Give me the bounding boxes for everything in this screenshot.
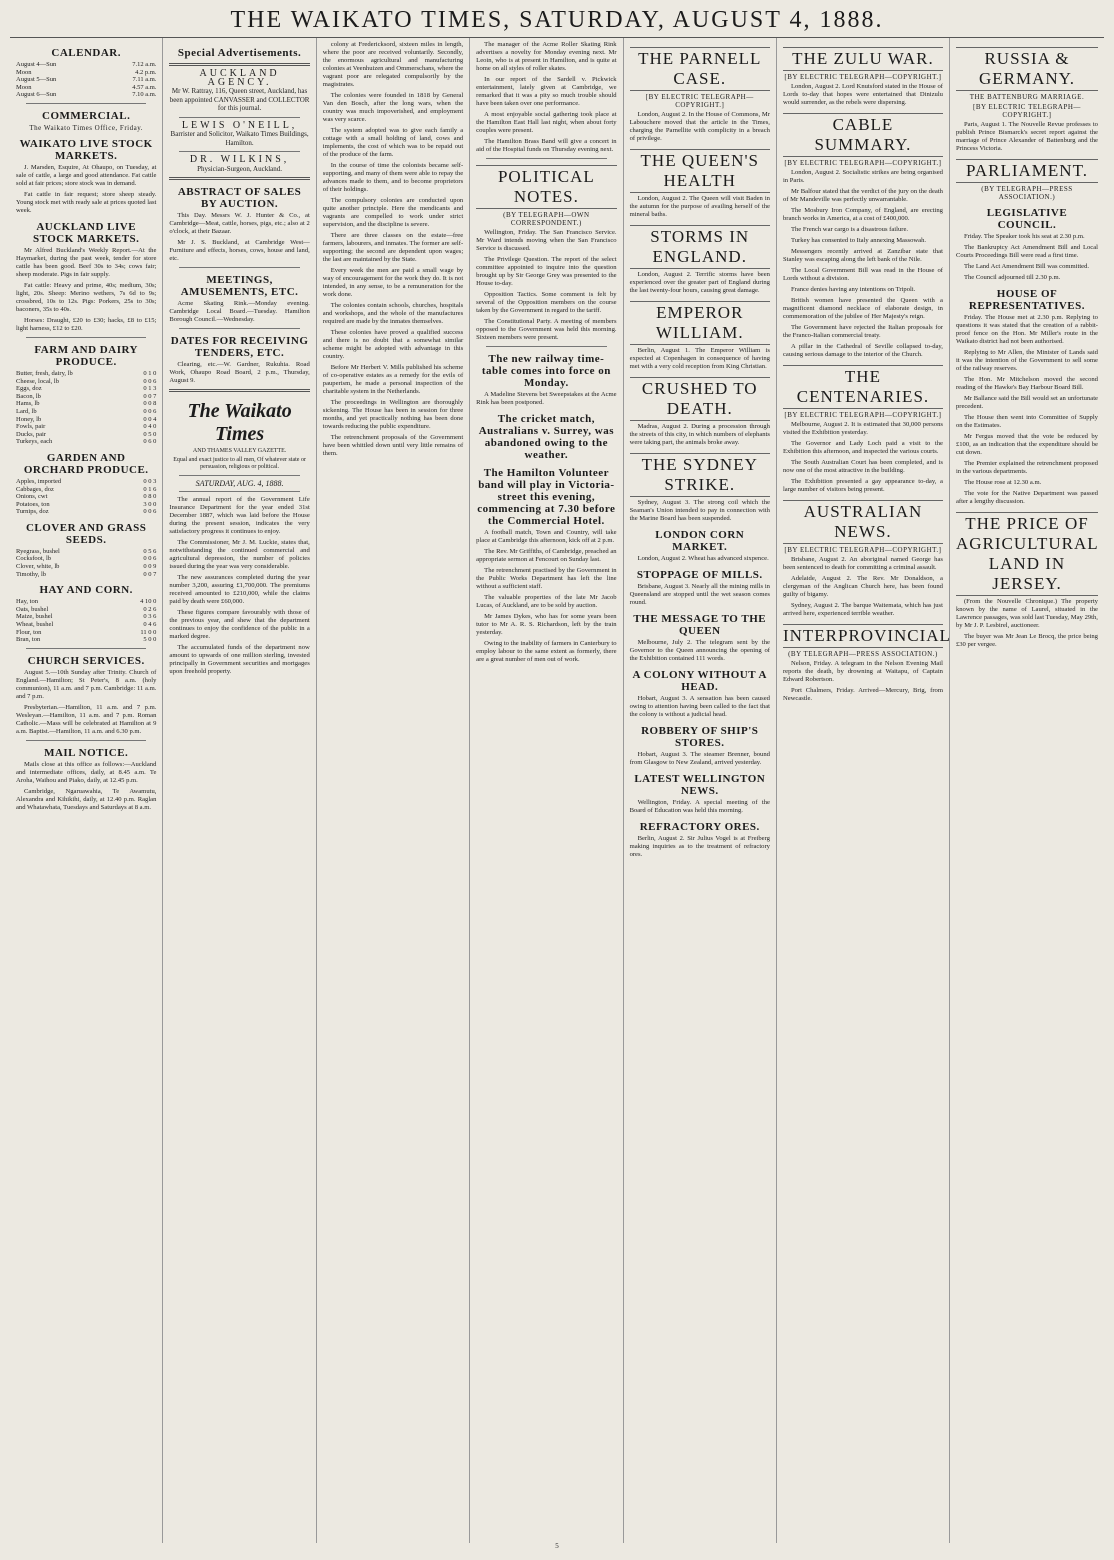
corn-heading: LONDON CORN MARKET.	[655, 529, 745, 553]
emperor-heading: EMPEROR WILLIAM.	[630, 301, 770, 345]
parnell-heading: THE PARNELL CASE.	[630, 47, 770, 91]
legislative-text: Friday. The Speaker took his seat at 2.30 p.m.	[963, 233, 1085, 240]
inter-heading: INTERPROVINCIAL	[783, 624, 943, 648]
political-text: Wellington, Friday. The San Francisco Service. Mr Ward intends moving when the San Francisco Service is discussed.	[476, 229, 617, 252]
masthead	[10, 5, 1104, 38]
hamilton-heading: The Hamilton Volunteer band will play in Victoria-street this evening, commencing at 7.30 before the Commercial Hotel.	[477, 467, 616, 527]
railway-heading: The new railway time-table comes into force on Monday.	[481, 353, 611, 389]
stock-heading: WAIKATO LIVE STOCK MARKETS.	[19, 137, 153, 162]
message-heading: THE MESSAGE TO THE QUEEN	[633, 613, 767, 637]
ads-heading: Special Advertisements.	[177, 47, 302, 59]
sales-heading: ABSTRACT OF SALES BY AUCTION.	[177, 186, 302, 210]
garden-prices: Apples, imported 0 0 3 Cabbages, doz 0 1 6 Onions, cwt 0 8 0 Potatoes, ton 3 0 0 Turnips, doz 0 0 6	[16, 477, 157, 516]
wellington-heading: LATEST WELLINGTON NEWS.	[634, 773, 766, 797]
cricket-heading: The cricket match, Australians v. Surrey, was abandoned owing to the weather.	[478, 413, 615, 461]
political-heading: POLITICAL NOTES.	[476, 165, 616, 209]
column-7: RUSSIA & GERMANY. THE BATTENBURG MARRIAGE. [BY ELECTRIC TELEGRAPH—COPYRIGHT.] Paris, August 1. The Nouvelle Revue professes to publish Prince Bismarck's secret report against the marriage of Prince Alexander of Battenburg and the Princess Victoria. PARLIAMENT. (BY TELEGRAPH—PRESS ASSOCIATION.) LEGISLATIVE COUNCIL. Friday. The Speaker took his seat at 2.30 p.m. The Bankruptcy Act Amendment Bill and Local Courts Proceedings Bill were read a first time. The Land Act Amendment Bill was committed. The Council adjourned till 2.30 p.m. HOUSE OF REPRESENTATIVES. Friday. The House met at 2.30 p.m. Replying to questions it was stated that the creation of a rabbit-proof fence on the Hon. Mr Miller's route in the Waikato district had not been authorised. Replying to Mr Allen, the Minister of Lands said it was the intention of the Government to sell some of the railway reserves. The Hon. Mr Mitchelson moved the second reading of the Hawke's Bay Harbour Board Bill. Mr Ballance said the Bill would set an unfortunate precedent. The House then went into Committee of Supply on the Estimates. Mr Fergus moved that the vote be reduced by £100, as an indication that the expenditure should be cut down. The Premier explained the retrenchment proposed in the various departments. The House rose at 12.30 a.m. The vote for the Native Department was passed after a lengthy discussion. THE PRICE OF AGRICULTURAL LAND IN JERSEY. (From the Nouvelle Chronique.) The property known by the name of Laurel, situated in the Lawrence passages, was sold last Tuesday, May 29th, by Mr J. P. Lesbirel, auctioneer. The buyer was Mr Jean Le Brocq, the price being £30 per vergee.	[955, 49, 1099, 648]
ad-oneill: LEWIS O'NEILL, Barrister and Solicitor, Waikato Times Buildings, Hamilton.	[170, 119, 309, 147]
cable-text: London, August 2. Socialistic strikes are being organised in Paris.	[782, 169, 943, 184]
centenaries-text: Melbourne, August 2. It is estimated that 30,000 persons visited the Exhibition yesterday.	[782, 421, 943, 436]
clover-heading: CLOVER AND GRASS SEEDS.	[25, 521, 147, 546]
auckland-text: Mr Alfred Buckland's Weekly Report.—At the Haymarket, during the past week, tender for store cattle has been good. Beef 30s to 34s; cows fair; sheep moderate. Pigs in fair supply.	[16, 246, 157, 278]
mail-text: Mails close at this office as follows:—Auckland and intermediate offices, daily, at 8.45 a.m. Te Aroha, Waihou and Piako, daily, at 12.45 p.m.	[16, 760, 157, 784]
paper-title: The Waikato Times	[187, 400, 292, 445]
reps-text: Friday. The House met at 2.30 p.m. Replying to questions it was stated that the creation of a rabbit-proof fence on the Hon. Mr Miller's route in the Waikato district had not been authorised.	[955, 314, 1098, 345]
parliament-heading: PARLIAMENT.	[956, 159, 1098, 183]
zulu-text: London, August 2. Lord Knutsford stated in the House of Lords to-day that hopes were entertained that Dinizulu would surrender, as the rebels were dispersing.	[782, 83, 943, 106]
col3-text-1: colony at Fredericksord, sixteen miles in length, where the poor are received voluntarily. Secondly, the enormous agricultural and manufacturing colonies at Veenhuizen and Ommerschans, where the vagrant poor are relegated compulsorily by the magistrates.	[322, 41, 464, 88]
zulu-heading: THE ZULU WAR.	[783, 47, 943, 71]
refractory-heading: REFRACTORY ORES.	[639, 821, 760, 833]
column-4: The manager of the Acme Roller Skating Rink advertises a novelty for Monday evening next. Mr Leoin, who is at present in Hamilton, and is quite at home on all styles of roller skates. In our report of the Sardell v. Pickwick entertainment, lately given at Cambridge, we remarked that it was a pity so much trouble should have been taken over one performance. A most enjoyable social gathering took place at the Hamilton East Hall last night, when about forty couples were present. The Hamilton Brass Band will give a concert in aid of the Hospital funds on Thursday evening next. POLITICAL NOTES. (BY TELEGRAPH—OWN CORRESPONDENT.) Wellington, Friday. The San Francisco Service. Mr Ward intends moving when the San Francisco Service is discussed. The Privilege Question. The report of the select committee appointed to inquire into the question brought up by Sir George Grey was presented to the House to-day. Opposition Tactics. Some comment is felt by several of the Opposition members on the course taken by the Government in regard to the tariff. The Constitutional Party. A meeting of members opposed to the Government was held this morning. Sixteen members were present. The new railway time-table comes into force on Monday. A Madeline Stevens bet Sweepstakes at the Acme Rink has been postponed. The cricket match, Australians v. Surrey, was abandoned owing to the weather. The Hamilton Volunteer band will play in Victoria-street this evening, commencing at 7.30 before the Commercial Hotel. A football match, Town and Country, will take place at Cambridge this afternoon, kick off at 2 p.m. The Rev. Mr Griffiths, of Cambridge, preached an appropriate sermon at Fencourt on Sunday last. The retrenchment practised by the Government in the Public Works Department has left the line without a sufficient staff. The valuable properties of the late Mr Jacob Lucas, of Auckland, are to be sold by auction. Mr James Dykes, who has for some years been tutor to Mr A. R. S. Richardson, left by the train yesterday. Owing to the inability of farmers in Canterbury to employ labour to the same extent as formerly, there are a great number of men out of work.	[470, 38, 623, 1543]
centenaries-heading: THE CENTENARIES.	[783, 365, 943, 409]
clover-prices: Ryegrass, bushel 0 5 6 Cocksfoot, lb 0 0 6 Clover, white, lb 0 0 9 Timothy, lb 0 0 7	[16, 547, 157, 578]
columns	[10, 38, 1104, 1543]
stock-text: J. Marsden, Esquire, At Ohaupo, on Tuesday, at sale of cattle, a large and good attendance. Fat cattle sold at fair prices; store stock was in demand.	[16, 163, 157, 187]
price-heading: THE PRICE OF AGRICULTURAL LAND IN JERSEY.	[956, 512, 1098, 596]
storms-heading: STORMS IN ENGLAND.	[630, 225, 770, 269]
mail-heading: MAIL NOTICE.	[44, 746, 129, 759]
auckland-heading: AUCKLAND LIVE STOCK MARKETS.	[32, 220, 140, 245]
meetings-heading: MEETINGS, AMUSEMENTS, ETC.	[180, 274, 299, 298]
commercial-sub: The Waikato Times Office, Friday.	[29, 123, 143, 132]
church-heading: CHURCH SERVICES.	[27, 654, 145, 667]
farm-prices: Butter, fresh, dairy, lb 0 1 0 Cheese, local, lb 0 0 6 Eggs, doz 0 1 3 Bacon, lb 0 0 7 Hams, lb 0 0 8 Lard, lb 0 0 6 Honey, lb 0 0 4 Fowls, pair 0 4 0 Ducks, pair 0 5 0 Turkeys, each 0 6 0	[16, 369, 157, 446]
col4-text-1: The manager of the Acme Roller Skating Rink advertises a novelty for Monday evening next. Mr Leoin, who is at present in Hamilton, and is quite at home on all styles of roller skates.	[476, 41, 617, 72]
calendar-table: August 4—Sun 7.12 a.m. Moon 4.2 p.m. August 5—Sun 7.11 a.m. Moon 4.57 a.m. August 6—Sun 7.10 a.m.	[16, 61, 157, 99]
paper-sub: AND THAMES VALLEY GAZETTE.	[192, 448, 287, 454]
crushed-heading: CRUSHED TO DEATH.	[630, 377, 770, 421]
stoppage-heading: STOPPAGE OF MILLS.	[636, 569, 763, 581]
russia-heading: RUSSIA & GERMANY.	[956, 47, 1098, 91]
column-3: colony at Fredericksord, sixteen miles in length, where the poor are received voluntarily. Secondly, the enormous agricultural and manufacturing colonies at Veenhuizen and Ommerschans, where the vagrant poor are relegated compulsorily by the magistrates. The colonies were founded in 1818 by General Van den Bosch, after the long wars, when the country was much impoverished, and employment was very scarce. The system adopted was to give each family a cottage with a small holding of land, cows and implements, the cost of which was to be repaid out of the produce of the farm. In the course of time the colonists became self-supporting, and many of them were able to repay the advances made to them, and to become proprietors of their holdings. The compulsory colonies are conducted upon quite another principle. Here the mendicants and vagrants are compelled to work under strict supervision, and the discipline is severe. There are three classes on the estate—free farmers, labourers, and inmates. The former are self-supporting; the second are dependent upon wages; the last are maintained by the State. Every week the men are paid a small wage by way of encouragement for the work they do. It is not intended, in any sense, to be a remuneration for the work done. The colonies contain schools, churches, hospitals and workshops, and the whole of the manufactures required are made by the inmates themselves. These colonies have proved a qualified success and there is no doubt that a somewhat similar scheme might be adopted with advantage in this country. Before Mr Herbert V. Mills published his scheme of co-operative estates as a remedy for the evils of pauperism, he made a personal inspection of the charitable system in the Netherlands. The proceedings in Wellington are thoroughly sickening. The House has been in session for three months, and yet practically nothing has been done towards reducing the public expenditure. The retrenchment proposals of the Government have been whittled down until very little remains of them.	[317, 38, 470, 1543]
reps-heading: HOUSE OF REPRESENTATIVES.	[968, 288, 1085, 312]
column-5: THE PARNELL CASE. [BY ELECTRIC TELEGRAPH—COPYRIGHT.] London, August 2. In the House of Commons, Mr Labouchere moved that the article in the Times, charging the Parnellite with complicity in a breach of privilege. THE QUEEN'S HEALTH London, August 2. The Queen will visit Baden in the autumn for the purpose of availing herself of the mineral baths. STORMS IN ENGLAND. London, August 2. Terrific storms have been experienced over the greater part of England during the last twenty-four hours, causing great damage. EMPEROR WILLIAM. Berlin, August 1. The Emperor William is expected at Copenhagen in consequence of having met with a very cold reception from King Christian. CRUSHED TO DEATH. Madras, August 2. During a procession through the streets of this city, in which numbers of elephants were taking part, the animals broke away. THE SYDNEY STRIKE. Sydney, August 3. The strong coil which the Seaman's Union intended to pay in connection with the Marine Board has been suspended. LONDON CORN MARKET. London, August 2. Wheat has advanced sixpence. STOPPAGE OF MILLS. Brisbane, August 3. Nearly all the mining mills in Queensland are stopped until the wet season comes round. THE MESSAGE TO THE QUEEN Melbourne, July 2. The telegram sent by the Governor to the Queen announcing the opening of the Exhibition contained 111 words. A COLONY WITHOUT A HEAD. Hobart, August 3. A sensation has been caused owing to attention having been called to the fact that the colony is without a judicial head. ROBBERY OF SHIP'S STORES. Hobart, August 3. The steamer Brenner, bound from Glasgow to New Zealand, arrived yesterday. LATEST WELLINGTON NEWS. Wellington, Friday. A special meeting of the Board of Education was held this morning. REFRACTORY ORES. Berlin, August 2. Sir Julius Vogel is at Freiberg making inquiries as to the treatment of refractory ores.	[624, 38, 777, 1543]
australian-heading: AUSTRALIAN NEWS.	[783, 500, 943, 544]
hay-prices: Hay, ton 4 10 0 Oats, bushel 0 2 6 Maize, bushel 0 3 6 Wheat, bushel 0 4 6 Flour, ton 11 0 0 Bran, ton 5 0 0	[16, 598, 157, 644]
political-sub: (BY TELEGRAPH—OWN CORRESPONDENT.)	[503, 211, 590, 227]
masthead-title: THE WAIKATO TIMES, SATURDAY, AUGUST 4, 1888.	[230, 7, 884, 33]
garden-heading: GARDEN AND ORCHARD PRODUCE.	[23, 451, 149, 476]
date-line: SATURDAY, AUG. 4, 1888.	[195, 479, 284, 488]
russia-text: Paris, August 1. The Nouvelle Revue professes to publish Prince Bismarck's secret report against the marriage of Prince Alexander of Battenburg and the Princess Victoria.	[955, 121, 1098, 152]
sydney-heading: THE SYDNEY STRIKE.	[630, 453, 770, 497]
col3-text-2: These colonies have proved a qualified success and there is no doubt that a somewhat similar scheme might be adopted with advantage in this country.	[322, 329, 464, 360]
parnell-text: London, August 2. In the House of Commons, Mr Labouchere moved that the article in the Times, charging the Parnellite with complicity in a breach of privilege.	[629, 111, 770, 142]
queen-heading: THE QUEEN'S HEALTH	[630, 149, 770, 193]
church-text: August 5.—10th Sunday after Trinity. Church of England.—Hamilton; St Peter's, 8 a.m. (holy communion), 11 a.m. and 7 p.m. Cambridge: 11 a.m. and 7 p.m.	[16, 668, 157, 700]
commercial-heading: COMMERCIAL.	[42, 109, 131, 122]
column-1: CALENDAR. August 4—Sun 7.12 a.m. Moon 4.2 p.m. August 5—Sun 7.11 a.m. Moon 4.57 a.m. August 6—Sun 7.10 a.m. COMMERCIAL. The Waikato Times Office, Friday. WAIKATO LIVE STOCK MARKETS. J. Marsden, Esquire, At Ohaupo, on Tuesday, at sale of cattle, a large and good attendance. Fat cattle sold at fair prices; store stock was in demand. Fat cattle in fair request; store sheep steady. Young stock met with ready sale at prices quoted last week. AUCKLAND LIVE STOCK MARKETS. Mr Alfred Buckland's Weekly Report.—At the Haymarket, during the past week, tender for store cattle has been good. Beef 30s to 34s; cows fair; sheep moderate. Pigs in fair supply. Fat cattle: Heavy and prime, 40s; medium, 30s; light, 20s. Sheep: Merino wethers, 7s 6d to 9s; crossbred, 10s to 12s. Pigs: Porkers, 25s to 30s; baconers, 35s to 40s. Horses: Draught, £20 to £30; hacks, £8 to £15; light harness, £12 to £20. FARM AND DAIRY PRODUCE. Butter, fresh, dairy, lb 0 1 0 Cheese, local, lb 0 0 6 Eggs, doz 0 1 3 Bacon, lb 0 0 7 Hams, lb 0 0 8 Lard, lb 0 0 6 Honey, lb 0 0 4 Fowls, pair 0 4 0 Ducks, pair 0 5 0 Turkeys, each 0 6 0 GARDEN AND ORCHARD PRODUCE. Apples, imported 0 0 3 Cabbages, doz 0 1 6 Onions, cwt 0 8 0 Potatoes, ton 3 0 0 Turnips, doz 0 0 6 CLOVER AND GRASS SEEDS. Ryegrass, bushel 0 5 6 Cocksfoot, lb 0 0 6 Clover, white, lb 0 0 9 Timothy, lb 0 0 7 HAY AND CORN. Hay, ton 4 10 0 Oats, bushel 0 2 6 Maize, bushel 0 3 6 Wheat, bushel 0 4 6 Flour, ton 11 0 0 Bran, ton 5 0 0 CHURCH SERVICES. August 5.—10th Sunday after Trinity. Church of England.—Hamilton; St Peter's, 8 a.m. (holy communion), 11 a.m. and 7 p.m. Cambridge: 11 a.m. and 7 p.m. Presbyterian.—Hamilton, 11 a.m. and 7 p.m. Wesleyan.—Hamilton, 11 a.m. and 7 p.m. Roman Catholic.—Mass will be celebrated at Hamilton at 9 a.m. Baptist.—Hamilton, 11 a.m. and 6.30 p.m. MAIL NOTICE. Mails close at this office as follows:—Auckland and intermediate offices, daily, at 8.45 a.m. Te Aroha, Waihou and Piako, daily, at 12.45 p.m. Cambridge, Ngaruawahia, Te Awamutu, Alexandra and Kihikihi, daily, at 12.40 p.m. Raglan and Whatawhata, Tuesdays and Saturdays at 8 a.m.	[10, 38, 163, 1543]
newspaper-page	[10, 5, 1104, 1550]
ad-wilkins: DR. WILKINS, Physician-Surgeon, Auckland.	[189, 154, 290, 173]
tenders-heading: DATES FOR RECEIVING TENDERS, ETC.	[170, 335, 309, 359]
page-number: 5	[555, 1542, 559, 1550]
hay-heading: HAY AND CORN.	[39, 584, 133, 597]
cable-heading: CABLE SUMMARY.	[783, 113, 943, 157]
colony-heading: A COLONY WITHOUT A HEAD.	[632, 669, 767, 693]
calendar-heading: CALENDAR.	[51, 47, 121, 59]
ad-auckland-agency: AUCKLAND AGENCY. Mr W. Rattray, 116, Queen street, Auckland, has been appointed CANVASSER and COLLECTOR for this journal.	[169, 68, 310, 112]
robbery-heading: ROBBERY OF SHIP'S STORES.	[641, 725, 759, 749]
russia-sub: THE BATTENBURG MARRIAGE.	[969, 93, 1085, 101]
farm-heading: FARM AND DAIRY PRODUCE.	[34, 343, 138, 368]
lead-text: The annual report of the Government Life Insurance Department for the year ended 31st December 1887, which was laid before the House during the present session, indicates the very satisfactory progress it continues to enjoy.	[169, 496, 310, 535]
column-6: THE ZULU WAR. [BY ELECTRIC TELEGRAPH—COPYRIGHT.] London, August 2. Lord Knutsford stated in the House of Lords to-day that hopes were entertained that Dinizulu would surrender, as the rebels were dispersing. CABLE SUMMARY. [BY ELECTRIC TELEGRAPH—COPYRIGHT.] London, August 2. Socialistic strikes are being organised in Paris. Mr Balfour stated that the verdict of the jury on the death of Mr Mandeville was perfectly unwarrantable. The Mosbury Iron Company, of England, are erecting branch works in America, at a cost of £400,000. The French war cargo is a disastrous failure. Turkey has consented to Italy annexing Massowah. Messengers recently arrived at Zanzibar state that Stanley was escaping along the left bank of the Nile. The Local Government Bill was read in the House of Lords without a division. France denies having any intentions on Tripoli. British women have presented the Queen with a magnificent diamond necklace of elaborate design, in commemoration of the jubilee of Her Majesty's reign. The Government have rejected the Italian proposals for the Franco-Italian commercial treaty. A pillar in the Cathedral of Seville collapsed to-day, causing serious damage to the interior of the Church. THE CENTENARIES. [BY ELECTRIC TELEGRAPH—COPYRIGHT.] Melbourne, August 2. It is estimated that 30,000 persons visited the Exhibition yesterday. The Governor and Lady Loch paid a visit to the Exhibition this afternoon, and inspected the various courts. The South Australian Court has been completed, and is now one of the most attractive in the building. The Exhibition presented a gay appearance to-day, a large number of visitors being present. AUSTRALIAN NEWS. [BY ELECTRIC TELEGRAPH—COPYRIGHT.] Brisbane, August 2. An aboriginal named George has been sentenced to death for committing a criminal assault. Adelaide, August 2. The Rev. Mr Donaldson, a clergyman of the Anglican Church here, has been found guilty of bigamy. Sydney, August 2. The barque Waitemata, which has just arrived here, experienced terrible weather. INTERPROVINCIAL (BY TELEGRAPH—PRESS ASSOCIATION.) Nelson, Friday. A telegram in the Nelson Evening Mail reports the death, by drowning at Waitapu, of Captain Edward Robertson. Port Chalmers, Friday. Arrived—Mercury, Brig, from Newcastle.	[777, 38, 950, 1543]
legislative-heading: LEGISLATIVE COUNCIL.	[986, 207, 1068, 231]
column-2: Special Advertisements. AUCKLAND AGENCY. Mr W. Rattray, 116, Queen street, Auckland, has been appointed CANVASSER and COLLECTOR for this journal. LEWIS O'NEILL, Barrister and Solicitor, Waikato Times Buildings, Hamilton. DR. WILKINS, Physician-Surgeon, Auckland. ABSTRACT OF SALES BY AUCTION. This Day. Messrs W. J. Hunter & Co., at Cambridge—Meat, cattle, horses, pigs, etc.; also at 2 o'clock, at their Bazaar. Mr J. S. Buckland, at Cambridge West—Furniture and effects, horses, cows, house and land, etc. MEETINGS, AMUSEMENTS, ETC. Acme Skating Rink.—Monday evening. Cambridge Local Board.—Tuesday. Hamilton Borough Council.—Wednesday. DATES FOR RECEIVING TENDERS, ETC. Clearing, etc.—W. Gardner, Rukuhia. Road Work, Ohaupo Road Board, 2 p.m., Thursday, August 9. The Waikato Times AND THAMES VALLEY GAZETTE. Equal and exact justice to all men, Of whatever state or persuasion, religious or political. SATURDAY, AUG. 4, 1888. The annual report of the Government Life Insurance Department for the year ended 31st December 1887, which was laid before the House during the present session, indicates the very satisfactory progress it continues to enjoy. The Commissioner, Mr J. M. Luckie, states that, notwithstanding the continued commercial and agricultural depression, the number of policies issued during the year was very considerable. The new assurances completed during the year number 3,200, assuring £1,700,000. The premiums received amounted to £210,000, while the claims paid by death were £60,000. These figures compare favourably with those of the previous year, and shew that the department continues to enjoy the confidence of the public in a marked degree. The accumulated funds of the department now amount to upwards of one million sterling, invested principally in Government securities and mortgages upon freehold property.	[163, 38, 316, 1543]
